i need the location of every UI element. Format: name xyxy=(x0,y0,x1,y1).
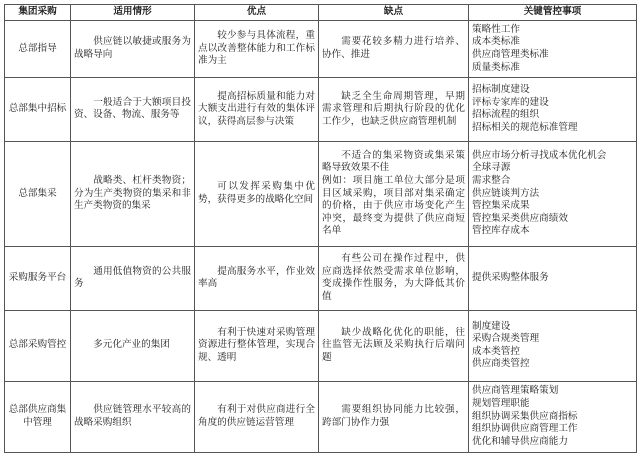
cell-mode: 总部采购管控 xyxy=(5,310,71,381)
control-item: 采购合规类管理 xyxy=(472,333,540,345)
control-item: 质量类标准 xyxy=(472,61,520,73)
control-item: 提供采购整体服务 xyxy=(472,271,549,283)
control-item: 管控库存成本 xyxy=(472,225,530,237)
cell-case: 供应链管理水平较高的战略采购组织 xyxy=(71,381,195,452)
cell-pros: 较少参与具体流程，重点以改善整体能力和工作标准为主 xyxy=(195,21,319,78)
control-item: 规划管理职能 xyxy=(472,398,530,410)
procurement-mode-table xyxy=(4,4,637,453)
header-case: 适用情形 xyxy=(71,5,195,21)
cell-pros: 提高服务水平，作业效率高 xyxy=(195,246,319,310)
table-row xyxy=(5,310,637,381)
cell-case: 通用低值物资的公共服务 xyxy=(71,246,195,310)
cell-cons: 不适合的集采物资或集采策略导致效果不佳 例如：项目施工单位大部分是项目区域采购，项目部对集采确定的价格，由于供应市场变化产生冲突，最终变为提供了供应商短名单 xyxy=(319,141,469,246)
control-item: 招标制度建设 xyxy=(472,84,530,96)
cell-controls xyxy=(469,141,637,246)
cell-controls xyxy=(469,21,637,78)
control-item: 供应链谈判方法 xyxy=(472,187,540,199)
control-item: 全球寻源 xyxy=(472,162,511,174)
cell-mode: 总部供应商集中管理 xyxy=(5,381,71,452)
control-item: 供应商管理类标准 xyxy=(472,48,549,60)
control-item: 供应市场分析寻找成本优化机会 xyxy=(472,149,607,161)
control-item: 优化和辅导供应商能力 xyxy=(472,435,568,447)
cell-cons: 需要花较多精力进行培养、协作、推进 xyxy=(319,21,469,78)
table-row xyxy=(5,141,637,246)
control-item: 管控集采类供应商绩效 xyxy=(472,212,568,224)
header-controls: 关键管控事项 xyxy=(469,5,637,21)
cell-cons: 缺乏全生命周期管理，早期需求管理和后期执行阶段的优化工作少，也缺乏供应商管理机制 xyxy=(319,77,469,141)
table-row xyxy=(5,21,637,78)
cell-mode: 采购服务平台 xyxy=(5,246,71,310)
control-item: 制度建设 xyxy=(472,320,511,332)
control-item: 供应商管理策略策划 xyxy=(472,385,559,397)
table-row xyxy=(5,381,637,452)
cell-pros: 有利于快速对采购管理资源进行整体管理，实现合规、透明 xyxy=(195,310,319,381)
cell-pros: 提高招标质量和能力对大额支出进行有效的集体评议，获得高层参与决策 xyxy=(195,77,319,141)
cell-controls xyxy=(469,77,637,141)
control-item: 评标专家库的建设 xyxy=(472,96,549,108)
header-mode: 集团采购 xyxy=(5,5,71,21)
control-item: 招标相关的规范标准管理 xyxy=(472,122,578,134)
control-item: 招标流程的组织 xyxy=(472,109,540,121)
cell-case: 供应链以敏捷或服务为战略导向 xyxy=(71,21,195,78)
header-pros: 优点 xyxy=(195,5,319,21)
cell-pros: 可以发挥采购集中优势，获得更多的战略化空间 xyxy=(195,141,319,246)
control-item: 需求整合 xyxy=(472,174,511,186)
table-row xyxy=(5,77,637,141)
cell-cons: 缺少战略化优化的职能，往往监管无法顾及采购执行后端问题 xyxy=(319,310,469,381)
cell-cons: 需要组织协同能力比较强，跨部门协作力强 xyxy=(319,381,469,452)
cell-controls xyxy=(469,381,637,452)
cell-pros: 有利于对供应商进行全角度的供应链运营管理 xyxy=(195,381,319,452)
cell-controls xyxy=(469,310,637,381)
cell-mode: 总部指导 xyxy=(5,21,71,78)
control-item: 成本类标准 xyxy=(472,36,520,48)
control-item: 组织协调供应商管理工作 xyxy=(472,423,578,435)
header-row xyxy=(5,5,637,21)
control-item: 供应商类管控 xyxy=(472,358,530,370)
cell-case: 战略类、杠杆类物资；分为生产类物资的集采和非生产类物资的集采 xyxy=(71,141,195,246)
cell-case: 多元化产业的集团 xyxy=(71,310,195,381)
cell-cons: 有些公司在操作过程中，供应商选择依然受需求单位影响，变成操作性服务，为大降低其价值 xyxy=(319,246,469,310)
table-row xyxy=(5,246,637,310)
control-item: 成本类管控 xyxy=(472,345,520,357)
header-cons: 缺点 xyxy=(319,5,469,21)
control-item: 策略性工作 xyxy=(472,23,520,35)
cell-case: 一般适合于大额项目投资、设备、物流、服务等 xyxy=(71,77,195,141)
cell-mode: 总部集中招标 xyxy=(5,77,71,141)
cell-controls xyxy=(469,246,637,310)
cell-mode: 总部集采 xyxy=(5,141,71,246)
control-item: 组织协调采集供应商指标 xyxy=(472,410,578,422)
control-item: 管控集采成果 xyxy=(472,200,530,212)
